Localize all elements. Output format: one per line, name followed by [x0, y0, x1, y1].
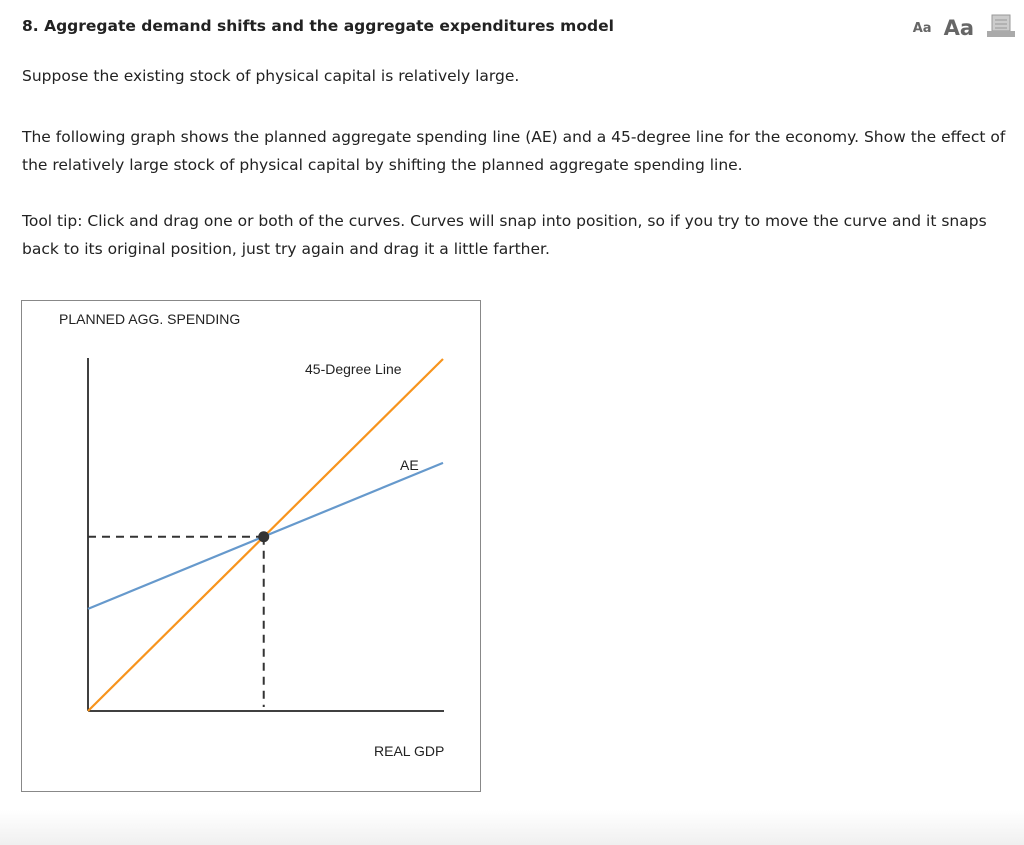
toolbar	[913, 14, 1016, 42]
equilibrium-point	[258, 531, 269, 542]
decrease-font-button[interactable]: Aa	[912, 20, 932, 36]
y-axis-label: PLANNED AGG. SPENDING	[59, 311, 241, 327]
plot-area	[22, 301, 480, 791]
question-text-1: Suppose the existing stock of physical capital is relatively large.	[22, 67, 520, 85]
increase-font-button[interactable]: Aa	[943, 16, 974, 40]
45-degree-line-label: 45-Degree Line	[305, 361, 402, 377]
tool-tip-text: Tool tip: Click and drag one or both of the curves. Curves will snap into position, so if you try to move the curve and it snaps back to its original position, just try again and drag it a little farther.	[22, 212, 987, 258]
print-icon[interactable]	[986, 14, 1016, 42]
graph-panel	[21, 300, 481, 792]
page-footer-fade	[0, 810, 1024, 845]
question-text-2: The following graph shows the planned aggregate spending line (AE) and a 45-degree line for the economy. Show the effect of the relatively large stock of physical capital by shifting the planned aggregate spending line.	[22, 128, 1006, 174]
ae-line-label: AE	[400, 457, 419, 473]
x-axis-label: REAL GDP	[374, 743, 445, 759]
question-title: 8. Aggregate demand shifts and the aggregate expenditures model	[22, 17, 614, 35]
